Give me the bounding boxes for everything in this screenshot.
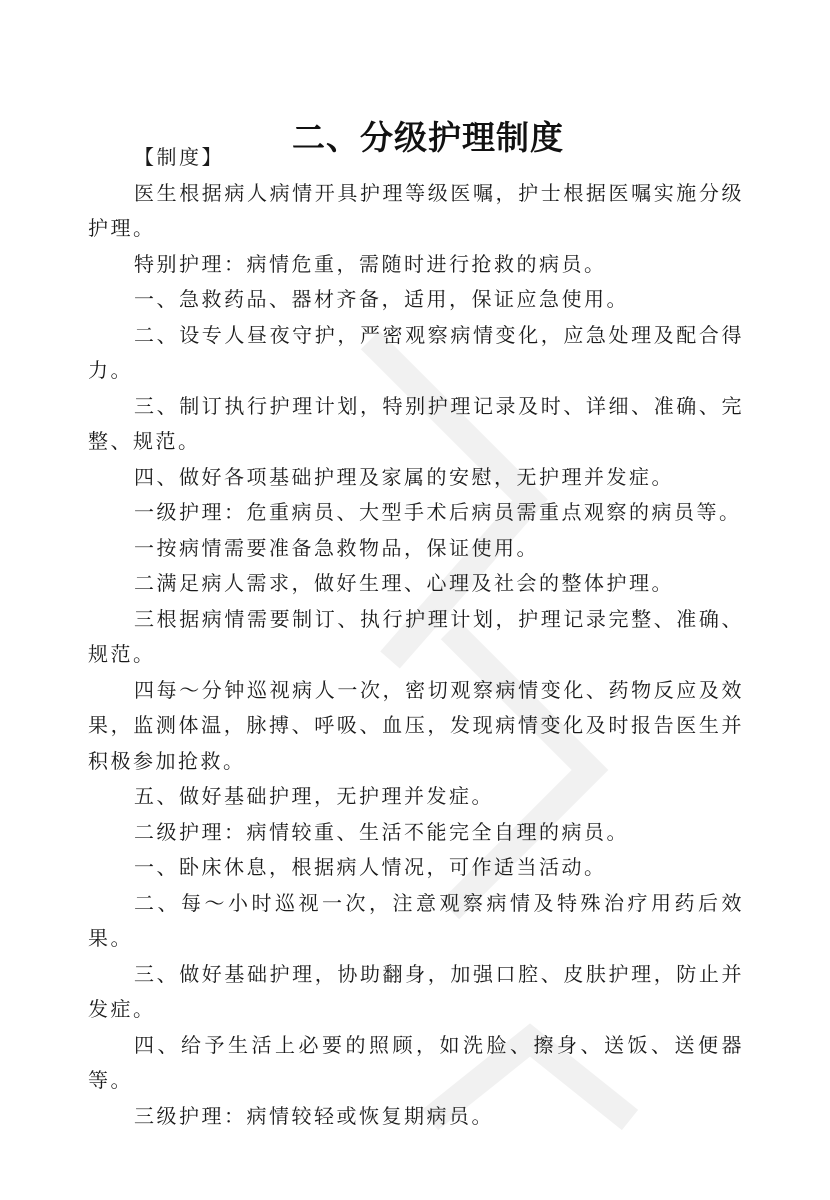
paragraph-special-care-item-3: 三、制订执行护理计划，特别护理记录及时、详细、准确、完整、规范。 bbox=[88, 393, 744, 453]
paragraph-special-care-heading: 特别护理：病情危重，需随时进行抢救的病员。 bbox=[134, 251, 607, 276]
paragraph-level-1-item-3: 三根据病情需要制订、执行护理计划，护理记录完整、准确、规范。 bbox=[88, 606, 744, 666]
paragraph-level-3-heading: 三级护理：病情较轻或恢复期病员。 bbox=[134, 1103, 494, 1128]
paragraph-level-2-item-3: 三、做好基础护理，协助翻身，加强口腔、皮肤护理，防止并发症。 bbox=[88, 961, 744, 1021]
paragraph-special-care-item-2: 二、设专人昼夜守护，严密观察病情变化，应急处理及配合得力。 bbox=[88, 322, 744, 382]
paragraph-level-2-heading: 二级护理：病情较重、生活不能完全自理的病员。 bbox=[134, 819, 629, 844]
paragraph-level-1-heading: 一级护理：危重病员、大型手术后病员需重点观察的病员等。 bbox=[134, 500, 742, 524]
paragraph-level-1-item-2: 二满足病人需求，做好生理、心理及社会的整体护理。 bbox=[134, 571, 674, 595]
paragraph-level-2-item-2: 二、每～小时巡视一次，注意观察病情及特殊治疗用药后效果。 bbox=[88, 890, 744, 950]
page-title: 二、分级护理制度 bbox=[292, 118, 564, 158]
paragraph-level-1-item-4: 四每～分钟巡视病人一次，密切观察病情变化、药物反应及效果，监测体温，脉搏、呼吸、血压，发现病情变化及时报告医生并积极参加抢救。 bbox=[88, 677, 744, 773]
document-body bbox=[88, 140, 744, 1134]
paragraph-special-care-item-4: 四、做好各项基础护理及家属的安慰，无护理并发症。 bbox=[134, 464, 674, 489]
paragraph-level-2-item-1: 一、卧床休息，根据病人情况，可作适当活动。 bbox=[134, 855, 607, 879]
paragraph-intro: 医生根据病人病情开具护理等级医嘱，护士根据医嘱实施分级护理。 bbox=[88, 180, 744, 240]
section-label: 【制度】 bbox=[134, 145, 224, 169]
paragraph-level-1-item-5: 五、做好基础护理，无护理并发症。 bbox=[134, 784, 494, 808]
paragraph-level-2-item-4: 四、给予生活上必要的照顾，如洗脸、擦身、送饭、送便器等。 bbox=[88, 1032, 744, 1092]
paragraph-special-care-item-1: 一、急救药品、器材齐备，适用，保证应急使用。 bbox=[134, 287, 629, 311]
paragraph-level-1-item-1: 一按病情需要准备急救物品，保证使用。 bbox=[134, 535, 539, 560]
